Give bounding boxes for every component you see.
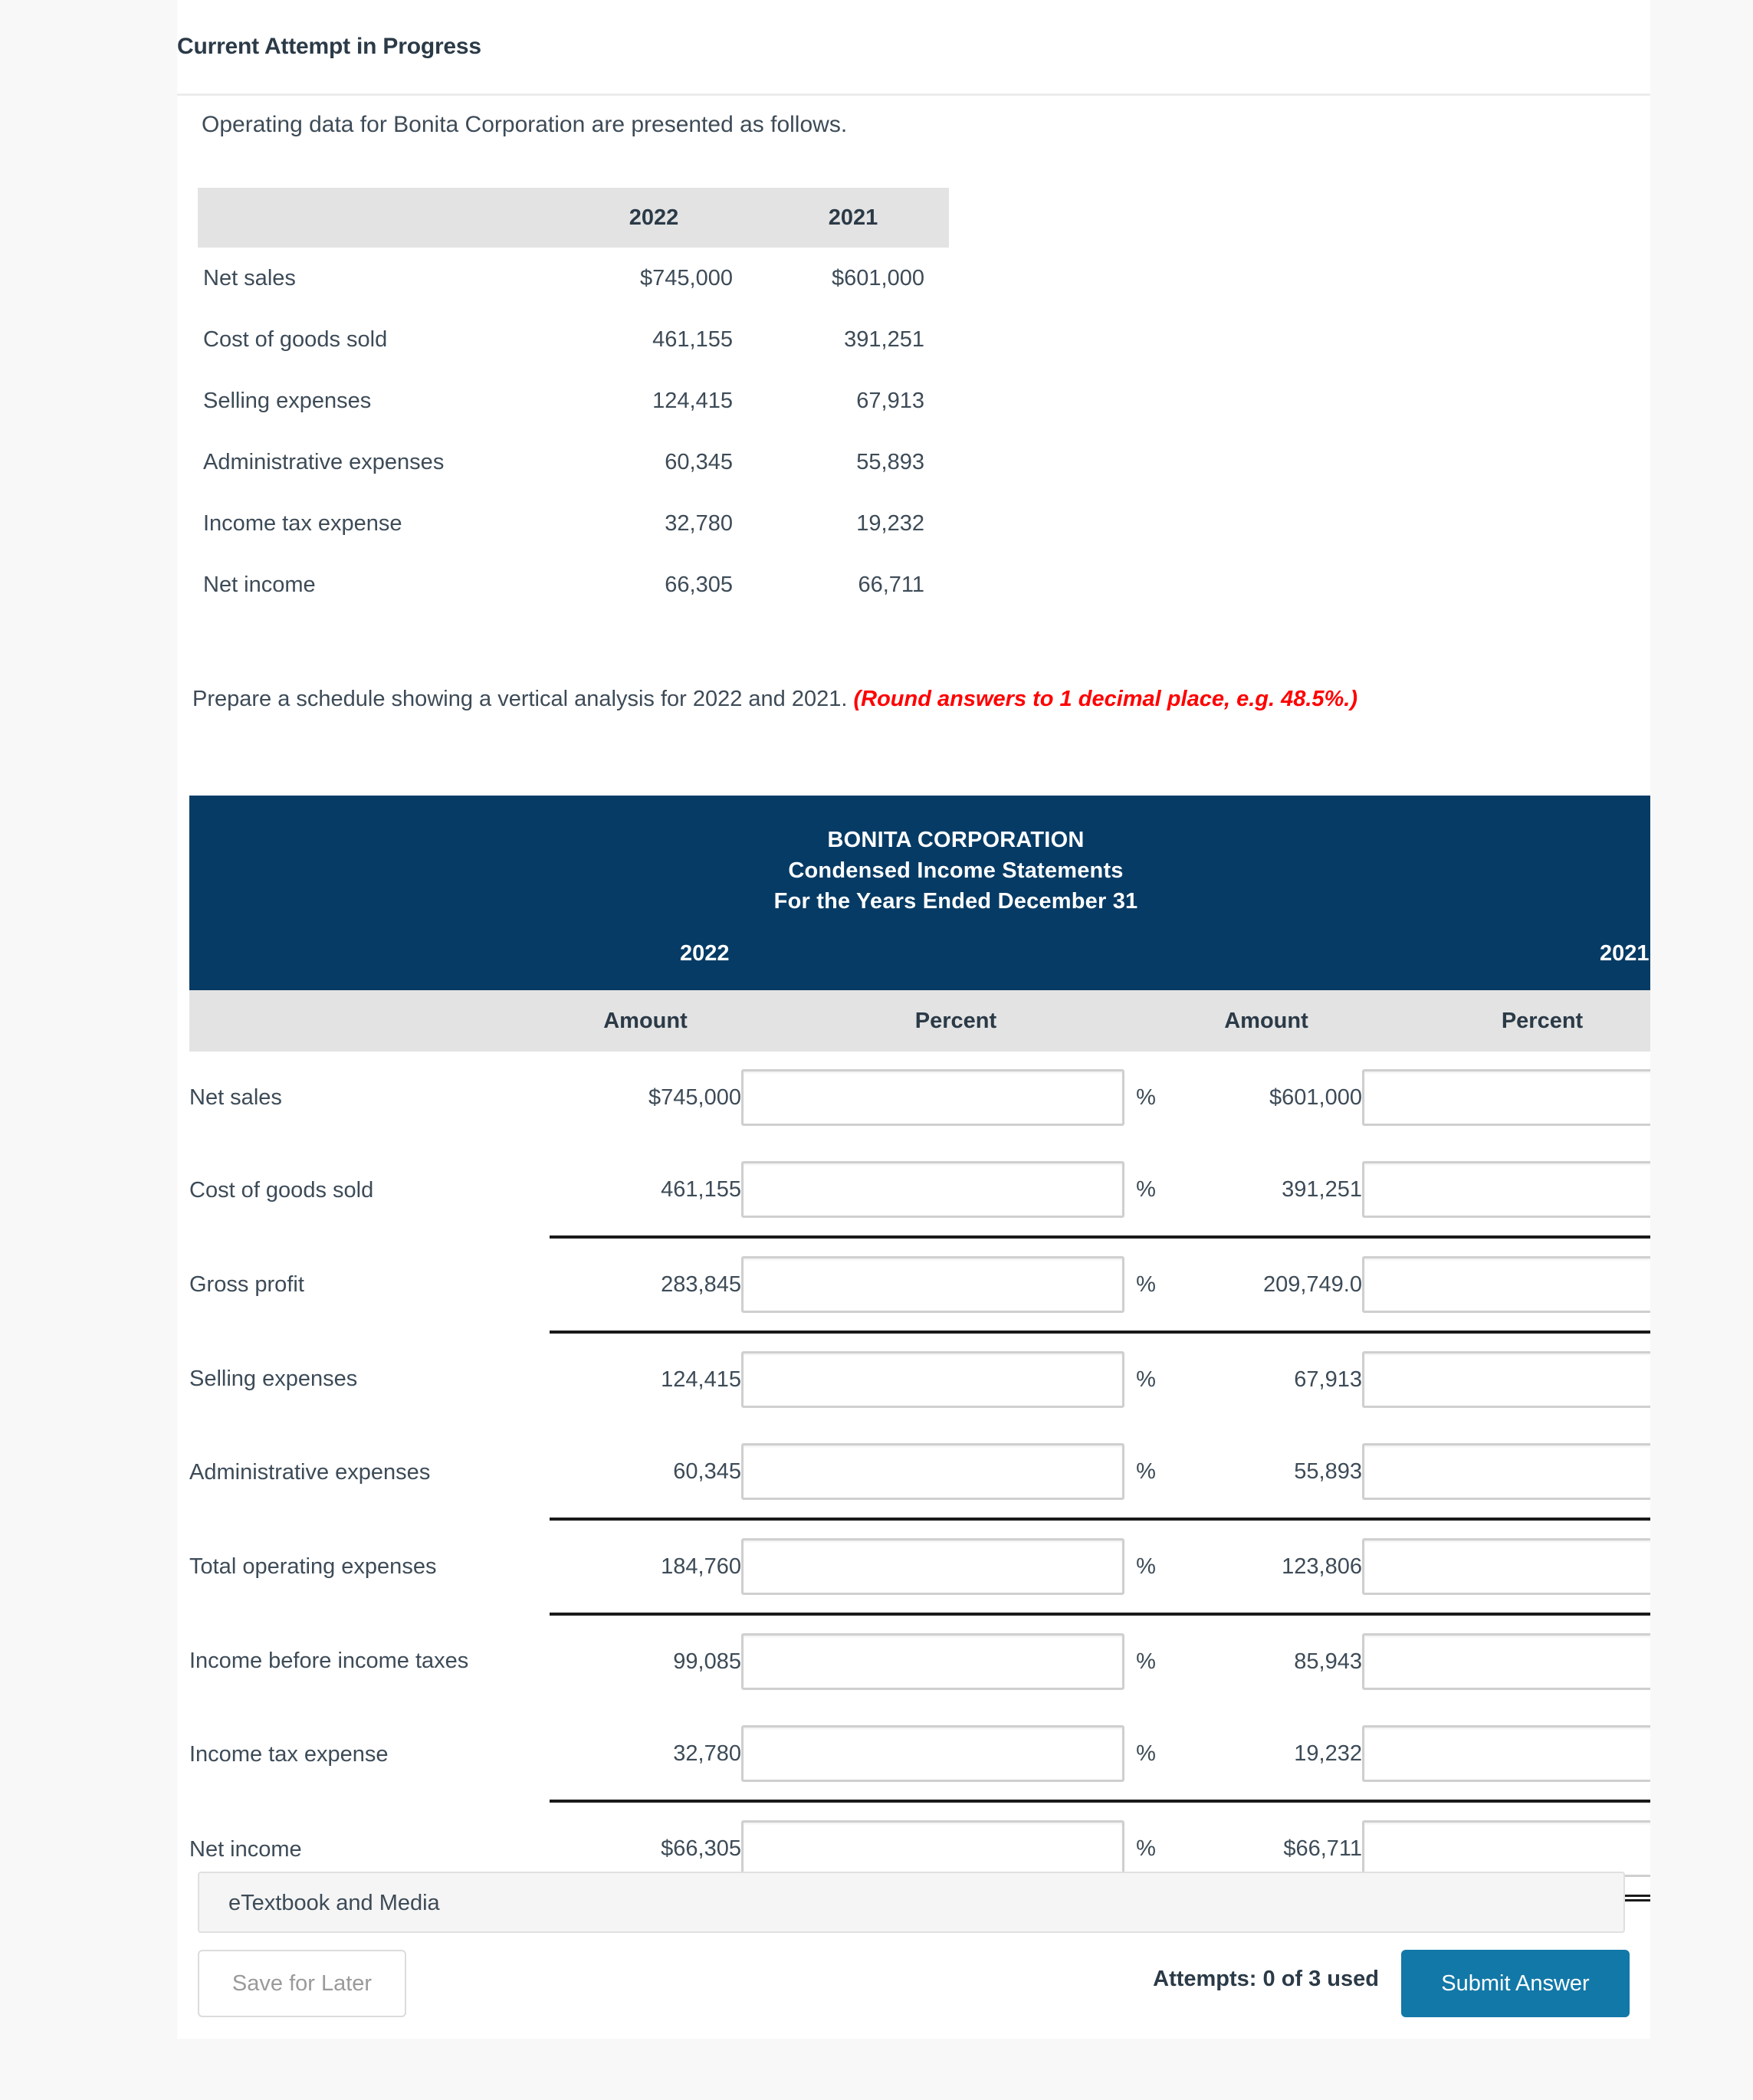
statement-row-label: Total operating expenses <box>189 1554 437 1579</box>
row-label: Selling expenses <box>203 388 372 413</box>
question-panel <box>177 0 1650 2039</box>
statement-row-label: Income before income taxes <box>189 1648 469 1673</box>
percent-sign-2022: % <box>1136 1176 1156 1202</box>
percent-input-group-2022 <box>741 1538 1170 1595</box>
percent-input-2022[interactable] <box>741 1069 1124 1126</box>
percent-sign-2022: % <box>1136 1271 1156 1297</box>
statement-percent-cell-2021 <box>1362 1708 1650 1801</box>
statement-amount-2022: 184,760 <box>550 1519 741 1614</box>
row-value-2022: 32,780 <box>665 510 733 536</box>
statement-amount-2021: $601,000 <box>1269 1084 1362 1110</box>
statement-percent-cell-2021 <box>1362 1144 1650 1237</box>
row-label: Net sales <box>203 265 296 290</box>
statement-row <box>189 1237 1650 1332</box>
statement-column-header-row <box>189 990 1650 1052</box>
statement-row-label: Administrative expenses <box>189 1459 431 1485</box>
row-label: Cost of goods sold <box>203 326 388 352</box>
col-header-percent-2021: Percent <box>1362 990 1650 1052</box>
percent-input-2021[interactable] <box>1362 1443 1650 1500</box>
submit-answer-button[interactable]: Submit Answer <box>1401 1950 1630 2017</box>
statement-percent-cell-2022 <box>741 1519 1170 1614</box>
statement-row-label: Net sales <box>189 1084 282 1110</box>
percent-input-2022[interactable] <box>741 1161 1124 1218</box>
percent-input-2022[interactable] <box>741 1443 1124 1500</box>
col-header-percent-2022: Percent <box>741 990 1170 1052</box>
statement-percent-cell-2021 <box>1362 1332 1650 1426</box>
statement-percent-cell-2022 <box>741 1052 1170 1144</box>
percent-input-group-2022 <box>741 1069 1170 1126</box>
statement-amount-2021: 55,893 <box>1294 1459 1362 1484</box>
table-row <box>198 370 949 431</box>
row-value-2021: $601,000 <box>832 265 924 290</box>
statement-row-label: Selling expenses <box>189 1366 358 1391</box>
percent-input-group-2022 <box>741 1351 1170 1408</box>
percent-sign-2022: % <box>1136 1084 1156 1110</box>
statement-amount-2022: 99,085 <box>673 1649 741 1674</box>
percent-sign-2022: % <box>1136 1459 1156 1484</box>
income-statement-tbody <box>189 1052 1650 1898</box>
statement-year-2021: 2021 <box>1600 941 1650 966</box>
rounding-note: (Round answers to 1 decimal place, e.g. 48.5%.) <box>853 687 1358 711</box>
percent-input-2022[interactable] <box>741 1256 1124 1313</box>
col-header-2022: 2022 <box>629 205 679 230</box>
percent-input-group-2022 <box>741 1161 1170 1218</box>
etextbook-label: eTextbook and Media <box>228 1891 440 1915</box>
intro-text: Operating data for Bonita Corporation are presented as follows. <box>202 112 848 137</box>
row-value-2021: 391,251 <box>844 326 924 352</box>
statement-row <box>189 1708 1650 1801</box>
percent-input-2021[interactable] <box>1362 1256 1650 1313</box>
percent-input-2021[interactable] <box>1362 1351 1650 1408</box>
statement-amount-2021: 123,806 <box>1170 1519 1362 1614</box>
percent-input-group-2021 <box>1362 1633 1650 1690</box>
statement-amount-2022: 124,415 <box>661 1367 741 1392</box>
percent-input-group-2021 <box>1362 1443 1650 1500</box>
row-value-2022: 66,305 <box>665 572 733 597</box>
statement-amount-2021: 67,913 <box>1294 1367 1362 1392</box>
table-row <box>198 431 949 493</box>
row-value-2021: 67,913 <box>856 388 924 413</box>
statement-row <box>189 1519 1650 1614</box>
percent-input-2021[interactable] <box>1362 1538 1650 1595</box>
operating-data-table <box>198 188 949 615</box>
instruction-main: Prepare a schedule showing a vertical analysis for 2022 and 2021. <box>192 687 854 711</box>
percent-input-group-2021 <box>1362 1161 1650 1218</box>
statement-amount-2022: $745,000 <box>648 1084 741 1110</box>
statement-title-row <box>189 796 1650 990</box>
statement-year-row <box>189 917 1650 990</box>
operating-data-thead <box>198 188 949 248</box>
statement-percent-cell-2021 <box>1362 1426 1650 1519</box>
statement-year-2022: 2022 <box>680 941 730 966</box>
row-label: Income tax expense <box>203 510 402 536</box>
statement-percent-cell-2021 <box>1362 1519 1650 1614</box>
col-header-spacer <box>189 990 550 1052</box>
percent-input-group-2021 <box>1362 1820 1650 1877</box>
statement-amount-2021: 85,943 <box>1294 1649 1362 1674</box>
percent-input-group-2021 <box>1362 1538 1650 1595</box>
statement-amount-2021: 19,232 <box>1170 1708 1362 1801</box>
statement-row-label: Net income <box>189 1836 302 1862</box>
row-value-2021: 66,711 <box>858 572 924 597</box>
percent-sign-2022: % <box>1136 1836 1156 1861</box>
percent-input-group-2021 <box>1362 1725 1650 1782</box>
statement-percent-cell-2021 <box>1362 1614 1650 1708</box>
row-label: Net income <box>203 572 316 597</box>
statement-percent-cell-2022 <box>741 1332 1170 1426</box>
row-label: Administrative expenses <box>203 449 445 474</box>
percent-input-2022[interactable] <box>741 1633 1124 1690</box>
percent-input-group-2022 <box>741 1443 1170 1500</box>
statement-percent-cell-2022 <box>741 1614 1170 1708</box>
statement-title-block <box>189 796 1650 917</box>
statement-row <box>189 1426 1650 1519</box>
row-value-2021: 55,893 <box>856 449 924 474</box>
percent-input-2021[interactable] <box>1362 1069 1650 1126</box>
row-value-2022: 461,155 <box>652 326 733 352</box>
company-name: BONITA CORPORATION <box>827 828 1085 852</box>
attempts-counter: Attempts: 0 of 3 used <box>1153 1967 1379 1991</box>
percent-sign-2022: % <box>1136 1649 1156 1674</box>
income-statement-wrapper <box>189 796 1650 1901</box>
statement-amount-2021: 391,251 <box>1282 1176 1362 1202</box>
statement-row-label: Cost of goods sold <box>189 1177 374 1203</box>
income-statement-thead <box>189 796 1650 1052</box>
statement-percent-cell-2021 <box>1362 1237 1650 1332</box>
row-value-2022: $745,000 <box>640 265 733 290</box>
row-value-2021: 19,232 <box>856 510 924 536</box>
percent-input-group-2022 <box>741 1633 1170 1690</box>
col-header-2021: 2021 <box>828 205 878 230</box>
table-row <box>198 248 949 309</box>
page-title: Current Attempt in Progress <box>177 34 481 59</box>
statement-percent-cell-2021 <box>1362 1052 1650 1144</box>
operating-data-tbody <box>198 248 949 615</box>
percent-input-group-2022 <box>741 1820 1170 1877</box>
percent-input-2022[interactable] <box>741 1725 1124 1782</box>
col-header-amount-2021: Amount <box>1170 990 1362 1052</box>
statement-row-label: Gross profit <box>189 1271 304 1297</box>
statement-amount-2021: 209,749.0 <box>1170 1237 1362 1332</box>
statement-percent-cell-2022 <box>741 1237 1170 1332</box>
etextbook-and-media-bar[interactable] <box>198 1872 1625 1933</box>
percent-input-2022[interactable] <box>741 1538 1124 1595</box>
statement-amount-2022: 461,155 <box>661 1176 741 1202</box>
row-value-2022: 124,415 <box>652 388 733 413</box>
col-header-blank <box>198 188 550 248</box>
percent-input-2021[interactable] <box>1362 1633 1650 1690</box>
statement-percent-cell-2022 <box>741 1426 1170 1519</box>
percent-input-group-2021 <box>1362 1256 1650 1313</box>
attempt-header <box>177 0 1650 96</box>
statement-percent-cell-2022 <box>741 1144 1170 1237</box>
statement-row-label: Income tax expense <box>189 1741 389 1767</box>
statement-period: For the Years Ended December 31 <box>773 889 1138 914</box>
statement-amount-2022: $66,305 <box>550 1801 741 1898</box>
percent-input-group-2021 <box>1362 1069 1650 1126</box>
percent-sign-2022: % <box>1136 1367 1156 1392</box>
statement-name: Condensed Income Statements <box>788 858 1124 884</box>
statement-row <box>189 1052 1650 1144</box>
statement-amount-2021: $66,711 <box>1170 1801 1362 1898</box>
table-header-row <box>198 188 949 248</box>
statement-amount-2022: 283,845 <box>550 1237 741 1332</box>
table-row <box>198 554 949 615</box>
percent-input-group-2022 <box>741 1256 1170 1313</box>
statement-row <box>189 1332 1650 1426</box>
percent-input-2022[interactable] <box>741 1820 1124 1877</box>
row-value-2022: 60,345 <box>665 449 733 474</box>
percent-input-2022[interactable] <box>741 1351 1124 1408</box>
percent-sign-2022: % <box>1136 1741 1156 1766</box>
statement-row <box>189 1614 1650 1708</box>
statement-amount-2022: 60,345 <box>673 1459 741 1484</box>
percent-input-2021[interactable] <box>1362 1820 1650 1877</box>
statement-percent-cell-2022 <box>741 1708 1170 1801</box>
percent-input-2021[interactable] <box>1362 1725 1650 1782</box>
percent-input-group-2021 <box>1362 1351 1650 1408</box>
statement-amount-2022: 32,780 <box>550 1708 741 1801</box>
percent-input-group-2022 <box>741 1725 1170 1782</box>
instruction-text <box>192 684 1564 714</box>
table-row <box>198 493 949 554</box>
income-statement-table <box>189 796 1650 1901</box>
statement-title-cell <box>189 796 1650 990</box>
percent-input-2021[interactable] <box>1362 1161 1650 1218</box>
save-for-later-button[interactable]: Save for Later <box>198 1950 406 2017</box>
statement-row <box>189 1144 1650 1237</box>
col-header-amount-2022: Amount <box>550 990 741 1052</box>
table-row <box>198 309 949 370</box>
percent-sign-2022: % <box>1136 1554 1156 1579</box>
